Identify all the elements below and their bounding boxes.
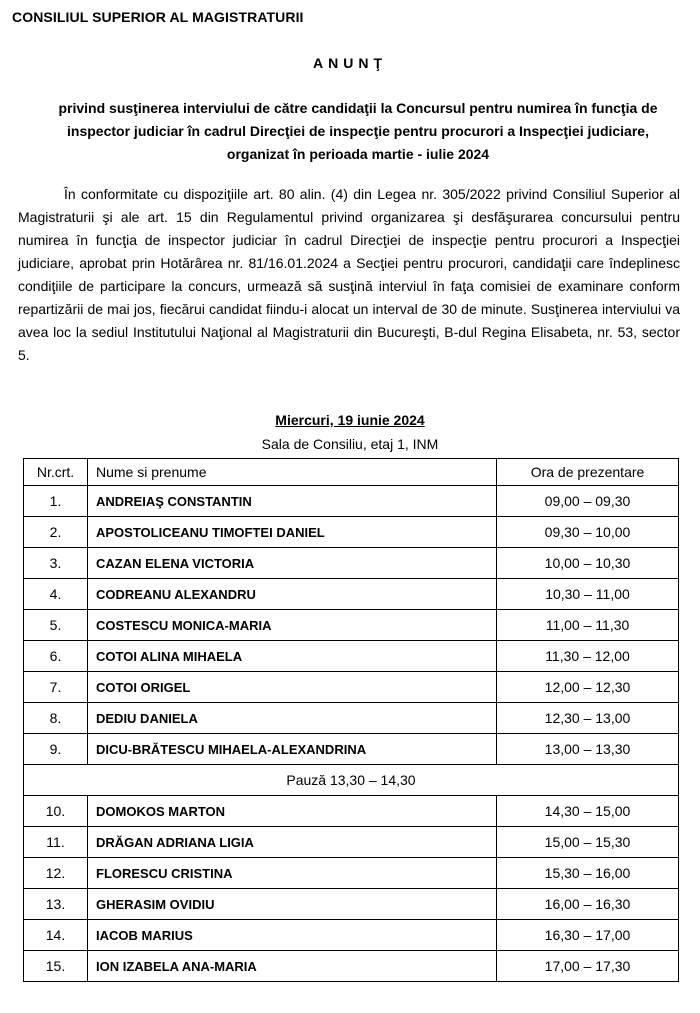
table-body-pause (24, 765, 679, 796)
column-header-time: Ora de prezentare (497, 459, 679, 486)
table-row (24, 796, 679, 827)
row-number-cell: 3. (24, 548, 88, 579)
time-slot-cell: 14,30 – 15,00 (497, 796, 679, 827)
time-slot-cell: 15,30 – 16,00 (497, 858, 679, 889)
candidate-name-cell: DOMOKOS MARTON (88, 796, 497, 827)
time-slot-cell: 16,30 – 17,00 (497, 920, 679, 951)
table-body-morning (24, 486, 679, 765)
candidate-name-cell: GHERASIM OVIDIU (88, 889, 497, 920)
announcement-subtitle: privind susţinerea interviului de către candidaţii la Concursul pentru numirea în funcţia de inspector judiciar în cadrul Direcţiei de inspecţie pentru procurori a Inspecţiei judiciare, organizat în perioada martie - iulie 2024 (58, 100, 658, 162)
time-slot-cell: 11,30 – 12,00 (497, 641, 679, 672)
table-body-afternoon (24, 796, 679, 982)
table-row (24, 951, 679, 982)
time-slot-cell: 13,00 – 13,30 (497, 734, 679, 765)
row-number-cell: 9. (24, 734, 88, 765)
row-number-cell: 6. (24, 641, 88, 672)
candidate-name-cell: IACOB MARIUS (88, 920, 497, 951)
row-number-cell: 12. (24, 858, 88, 889)
candidate-name-cell: DICU-BRĂTESCU MIHAELA-ALEXANDRINA (88, 734, 497, 765)
row-number-cell: 13. (24, 889, 88, 920)
table-header-row (24, 459, 679, 486)
table-row (24, 889, 679, 920)
announcement-title: ANUNŢ (313, 55, 387, 71)
time-slot-cell: 15,00 – 15,30 (497, 827, 679, 858)
table-row (24, 486, 679, 517)
row-number-cell: 1. (24, 486, 88, 517)
row-number-cell: 14. (24, 920, 88, 951)
time-slot-cell: 16,00 – 16,30 (497, 889, 679, 920)
row-number-cell: 4. (24, 579, 88, 610)
announcement-paragraph: În conformitate cu dispoziţiile art. 80 alin. (4) din Legea nr. 305/2022 privind Consiliul Superior al Magistraturii şi ale art. 15 din Regulamentul privind organizarea şi desfăşurarea concursului pentru numirea în funcţia de inspector judiciar în cadrul Direcţiei de inspecţie pentru procurori a Inspecţiei judiciare, aprobat prin Hotărârea nr. 81/16.01.2024 a Secţiei pentru procurori, candidaţii care îndeplinesc condiţiile de participare la concurs, urmează să susţină interviul în faţa comisiei de examinare conform repartizării de mai jos, fiecărui candidat fiindu-i alocat un interval de 30 de minute. Susţinerea interviului va avea loc la sediul Institutului Naţional al Magistraturii din Bucureşti, B-dul Regina Elisabeta, nr. 53, sector 5. (18, 186, 680, 363)
table-row (24, 548, 679, 579)
candidate-name-cell: CODREANU ALEXANDRU (88, 579, 497, 610)
candidate-name-cell: FLORESCU CRISTINA (88, 858, 497, 889)
candidate-name-cell: ANDREIAŞ CONSTANTIN (88, 486, 497, 517)
column-header-name: Nume si prenume (88, 459, 497, 486)
time-slot-cell: 12,30 – 13,00 (497, 703, 679, 734)
candidate-name-cell: COTOI ALINA MIHAELA (88, 641, 497, 672)
schedule-table (23, 458, 679, 982)
row-number-cell: 8. (24, 703, 88, 734)
row-number-cell: 11. (24, 827, 88, 858)
row-number-cell: 15. (24, 951, 88, 982)
table-row (24, 858, 679, 889)
candidate-name-cell: DRĂGAN ADRIANA LIGIA (88, 827, 497, 858)
row-number-cell: 2. (24, 517, 88, 548)
schedule-room: Sala de Consiliu, etaj 1, INM (261, 436, 439, 452)
time-slot-cell: 09,30 – 10,00 (497, 517, 679, 548)
candidate-name-cell: COSTESCU MONICA-MARIA (88, 610, 497, 641)
candidate-name-cell: APOSTOLICEANU TIMOFTEI DANIEL (88, 517, 497, 548)
table-row (24, 672, 679, 703)
organization-name: CONSILIUL SUPERIOR AL MAGISTRATURII (12, 9, 304, 25)
table-row (24, 827, 679, 858)
column-header-nr: Nr.crt. (24, 459, 88, 486)
schedule-day: Miercuri, 19 iunie 2024 (275, 412, 425, 428)
time-slot-cell: 10,30 – 11,00 (497, 579, 679, 610)
time-slot-cell: 17,00 – 17,30 (497, 951, 679, 982)
pause-cell: Pauză 13,30 – 14,30 (24, 765, 679, 796)
candidate-name-cell: CAZAN ELENA VICTORIA (88, 548, 497, 579)
time-slot-cell: 09,00 – 09,30 (497, 486, 679, 517)
table-row (24, 920, 679, 951)
row-number-cell: 10. (24, 796, 88, 827)
row-number-cell: 7. (24, 672, 88, 703)
pause-row (24, 765, 679, 796)
candidate-name-cell: DEDIU DANIELA (88, 703, 497, 734)
table-row (24, 579, 679, 610)
candidate-name-cell: ION IZABELA ANA-MARIA (88, 951, 497, 982)
table-row (24, 517, 679, 548)
table-row (24, 734, 679, 765)
table-row (24, 703, 679, 734)
table-row (24, 610, 679, 641)
time-slot-cell: 10,00 – 10,30 (497, 548, 679, 579)
table-row (24, 641, 679, 672)
row-number-cell: 5. (24, 610, 88, 641)
time-slot-cell: 11,00 – 11,30 (497, 610, 679, 641)
candidate-name-cell: COTOI ORIGEL (88, 672, 497, 703)
time-slot-cell: 12,00 – 12,30 (497, 672, 679, 703)
